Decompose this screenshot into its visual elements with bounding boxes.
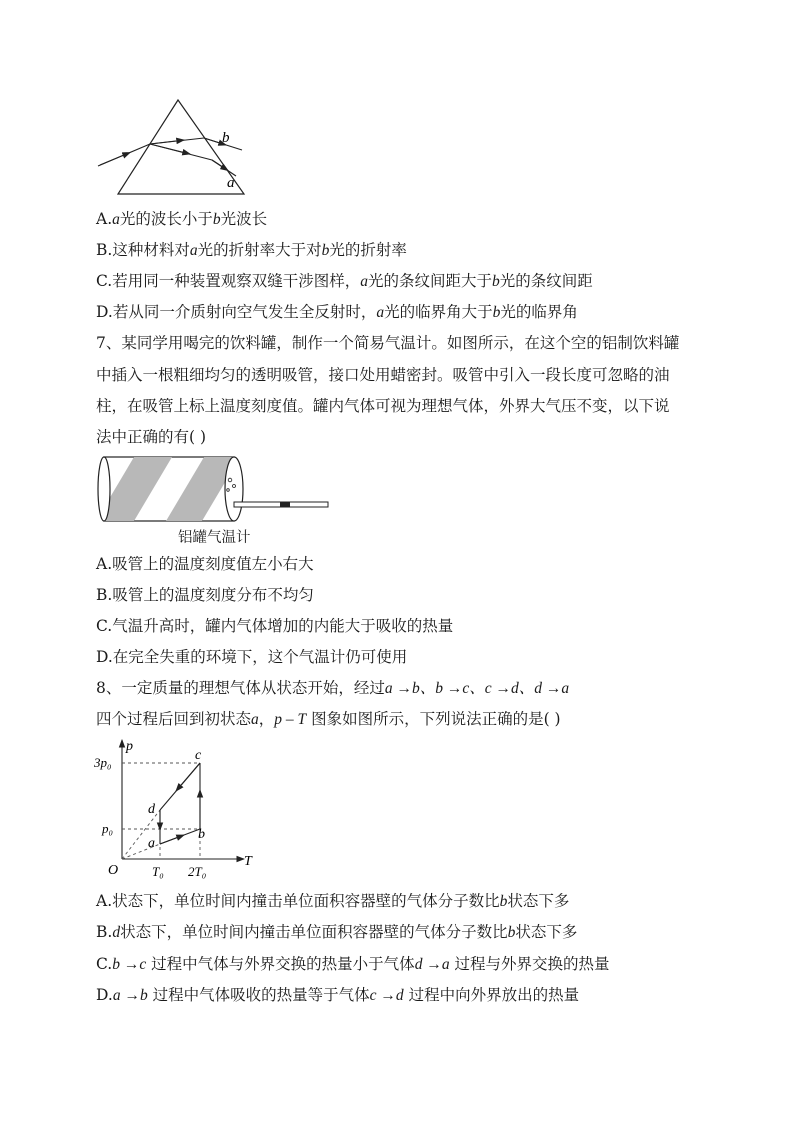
q6-option-b: B.这种材料对a光的折射率大于对b光的折射率 (96, 241, 407, 259)
label-b: b (222, 130, 230, 146)
q6-option-c: C.若用同一种装置观察双缝干涉图样，a光的条纹间距大于b光的条纹间距 (96, 272, 593, 290)
label-axis-t: T (244, 854, 252, 869)
prism-figure (94, 96, 254, 200)
q6-option-a: A.a光的波长小于b光波长 (96, 210, 268, 228)
q7-stem-line-1: 7、某同学用喝完的饮料罐，制作一个简易气温计。如图所示，在这个空的铝制饮料罐 (96, 334, 680, 352)
prism-triangle (118, 100, 244, 194)
q6-option-d: D.若从同一介质射向空气发生全反射时，a光的临界角大于b光的临界角 (96, 303, 578, 321)
label-2t0: 2T₀ (188, 864, 207, 879)
oil-column (280, 502, 290, 507)
figure-caption: 铝罐气温计 (178, 530, 251, 546)
q8-option-c: C.b →c 过程中气体与外界交换的热量小于气体d →a 过程与外界交换的热量 (96, 955, 610, 973)
q7-option-b: B.吸管上的温度刻度分布不均匀 (96, 586, 314, 604)
label-3p0: 3p₀ (94, 755, 112, 770)
label-t0: T₀ (152, 864, 164, 879)
can-thermometer-figure (94, 454, 336, 526)
p-t-graph (94, 734, 264, 884)
q7-stem-line-4: 法中正确的有( ) (96, 428, 207, 446)
label-point-a: a (148, 836, 155, 851)
label-p0: p₀ (102, 821, 114, 836)
label-point-d: d (148, 802, 155, 817)
label-point-c: c (195, 748, 202, 763)
q8-option-d: D.a →b 过程中气体吸收的热量等于气体c →d 过程中向外界放出的热量 (96, 986, 580, 1004)
q7-stem-line-2: 中插入一根粗细均匀的透明吸管，接口处用蜡密封。吸管中引入一段长度可忽略的油 (96, 366, 670, 384)
q7-stem-line-3: 柱，在吸管上标上温度刻度值。罐内气体可视为理想气体，外界大气压不变，以下说 (96, 397, 670, 415)
q7-option-a: A.吸管上的温度刻度值左小右大 (96, 555, 314, 573)
label-a: a (227, 175, 235, 191)
can-left-end (98, 457, 110, 521)
q7-option-c: C.气温升高时，罐内气体增加的内能大于吸收的热量 (96, 617, 454, 635)
label-axis-p: p (126, 739, 133, 754)
q7-option-d: D.在完全失重的环境下，这个气温计仍可使用 (96, 648, 408, 666)
label-point-b: b (198, 827, 205, 842)
q8-stem-line-1: 8、一定质量的理想气体从状态开始，经过a →b、b →c、c →d、d →a (96, 679, 570, 697)
q8-stem-line-2: 四个过程后回到初状态a，p – T 图象如图所示，下列说法正确的是( ) (96, 710, 561, 728)
q8-option-a: A.状态下，单位时间内撞击单位面积容器壁的气体分子数比b状态下多 (96, 892, 570, 910)
label-origin: O (108, 863, 119, 878)
q8-option-b: B.d状态下，单位时间内撞击单位面积容器壁的气体分子数比b状态下多 (96, 923, 578, 941)
